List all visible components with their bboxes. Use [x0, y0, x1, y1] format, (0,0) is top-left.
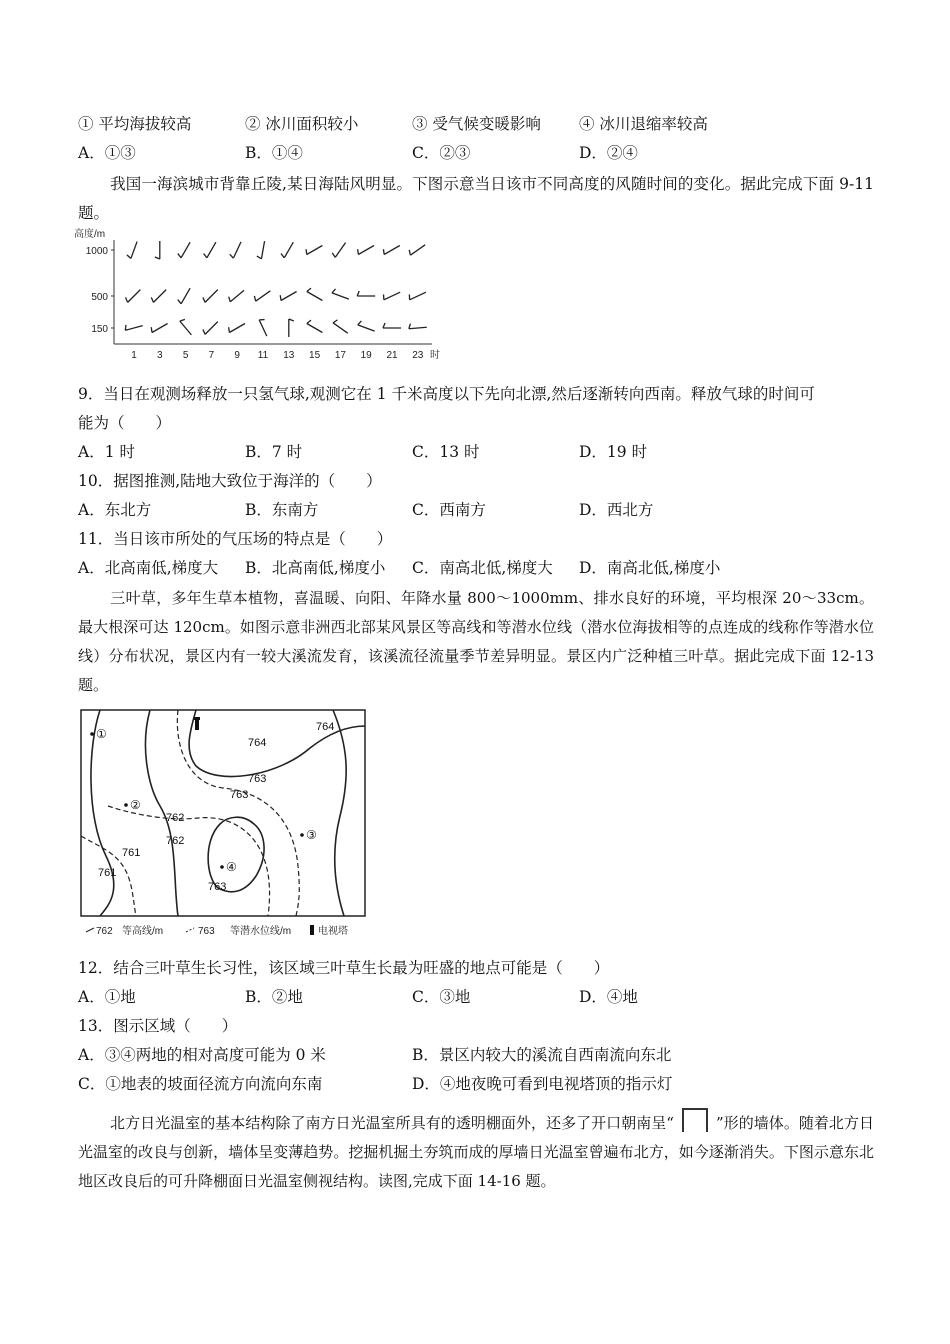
- x-tick-label: 19: [360, 350, 372, 361]
- wind-barb: [280, 292, 296, 301]
- legend-tower-label: 电视塔: [318, 926, 348, 937]
- intro-9-11: 我国一海滨城市背靠丘陵,某日海陆风明显。下图示意当日该市不同高度的风随时间的变化。据此完成下面 9-11 题。: [78, 175, 874, 222]
- option-b: B．景区内较大的溪流自西南流向东北: [412, 1046, 672, 1064]
- option-c: C．①地表的坡面径流方向流向东南: [78, 1075, 323, 1093]
- statement-3: ③ 受气候变暖影响: [412, 115, 541, 133]
- x-tick-label: 21: [386, 350, 398, 361]
- statement-1: ① 平均海拔较高: [78, 115, 192, 133]
- q11-stem: 11．当日该市所处的气压场的特点是（ ）: [78, 530, 393, 548]
- x-tick-label: 1: [131, 350, 137, 361]
- intro-14-16: 北方日光温室的基本结构除了南方日光温室所具有的透明棚面外，还多了开口朝南呈“ ”形的墙体。随着北方日光温室的改良与创新，墙体呈变薄趋势。挖掘机掘土夯筑而成的厚墙日光温室曾遍布北方，如今逐渐消失。下图示意东北地区改良后的可升降棚面日光温室侧视结构。读图,完成下面 14-16 题。: [78, 1108, 874, 1196]
- q8-answer-options: [78, 141, 878, 165]
- map-legend: [86, 924, 348, 937]
- contour-label: 763: [230, 789, 249, 801]
- wind-barb: [306, 246, 322, 255]
- wind-barb: [384, 292, 401, 300]
- option-a: A．1 时: [78, 443, 135, 461]
- contour-label: 761: [122, 847, 141, 859]
- wind-barb: [126, 290, 141, 303]
- statement-4: ④ 冰川退缩率较高: [579, 115, 708, 133]
- wind-barb: [127, 242, 137, 259]
- statement-2: ② 冰川面积较小: [245, 115, 359, 133]
- option-b: B．①④: [245, 144, 303, 162]
- option-b: B．7 时: [245, 443, 303, 461]
- wind-barb: [357, 291, 375, 296]
- q12-stem: 12．结合三叶草生长习性，该区域三叶草生长最为旺盛的地点可能是（ ）: [78, 959, 610, 977]
- y-tick-label: 500: [91, 292, 108, 303]
- y-tick-label: 1000: [85, 246, 108, 257]
- wind-barb: [307, 288, 323, 300]
- point-label: ④: [226, 860, 237, 874]
- y-ticks: [86, 246, 114, 335]
- wind-barb: [203, 290, 218, 303]
- wind-barb: [281, 242, 293, 258]
- x-tick-label: 9: [234, 350, 240, 361]
- option-c: C．西南方: [412, 501, 486, 519]
- q10-options: [78, 498, 878, 522]
- contour-label: 763: [248, 773, 267, 785]
- x-tick-label: 5: [182, 350, 189, 361]
- x-tick-label: 7: [208, 350, 215, 361]
- option-d: D．②④: [579, 144, 638, 162]
- q8-statement-options: [78, 112, 878, 136]
- wind-barb: [332, 243, 345, 258]
- wind-barb: [203, 322, 218, 335]
- option-a: A．北高南低,梯度大: [78, 559, 219, 577]
- point-dot: [220, 865, 224, 869]
- option-d: D．西北方: [579, 501, 654, 519]
- q9-options: [78, 440, 878, 464]
- q9-stem: 9．当日在观测场释放一只氢气球,观测它在 1 千米高度以下先向北漂,然后逐渐转向西南。释放气球的时间可: [78, 385, 815, 403]
- option-c: C．南高北低,梯度大: [412, 559, 553, 577]
- option-a: A．③④两地的相对高度可能为 0 米: [78, 1046, 326, 1064]
- option-c: C．13 时: [412, 443, 480, 461]
- wind-barb: [125, 325, 142, 330]
- intro-12-13: 三叶草，多年生草本植物，喜温暖、向阳、年降水量 800～1000mm、排水良好的环境，平均根深 20～33cm。最大根深可达 120cm。如图示意非洲西北部某风景区等高线和等潜水位线（潜水位海拔相等的点连成的线称作等潜水位线）分布状况，景区内有一较大溪流发育，该溪流径流量季节差异明显。景区内广泛种植三叶草。据此完成下面 12-13 题。: [78, 589, 874, 694]
- wind-barb: [151, 324, 167, 333]
- wind-barb: [229, 324, 245, 333]
- option-d: D．南高北低,梯度小: [579, 559, 721, 577]
- wind-barb: [383, 246, 399, 255]
- x-tick-label: 23: [412, 350, 424, 361]
- wind-barb: [332, 289, 349, 299]
- x-tick-label: 3: [157, 350, 163, 361]
- wind-barb: [178, 242, 190, 258]
- wind-barb: [257, 241, 265, 259]
- q13-options-row2: [78, 1072, 878, 1096]
- contour-label: 763: [208, 881, 227, 893]
- wall-shape-icon: [682, 1108, 708, 1132]
- wind-barb: [409, 292, 426, 300]
- wind-barb: [307, 320, 323, 332]
- option-c: C．②③: [412, 144, 471, 162]
- wind-barb: [289, 319, 294, 337]
- option-d: D．④地: [579, 988, 638, 1006]
- legend-water-label: 等潜水位线/m: [230, 926, 292, 937]
- option-a: A．①③: [78, 144, 136, 162]
- contour-label: 764: [248, 737, 267, 749]
- point-label: ①: [96, 727, 107, 741]
- wind-barb: [229, 290, 244, 302]
- wind-barb: [178, 288, 190, 304]
- wind-barb: [409, 245, 425, 255]
- option-a: A．①地: [78, 988, 136, 1006]
- option-d: D．④地夜晚可看到电视塔顶的指示灯: [412, 1075, 673, 1093]
- wind-barb: [259, 320, 267, 337]
- x-unit-label: 时: [430, 350, 440, 361]
- wind-barb: [358, 246, 374, 255]
- point-dot: [300, 833, 304, 837]
- wind-barb: [254, 291, 270, 301]
- y-tick-label: 150: [91, 324, 108, 335]
- legend-contour-value: 762: [96, 926, 113, 937]
- point-label: ②: [130, 798, 141, 812]
- wind-barb: [383, 323, 401, 328]
- contour-map: [78, 706, 370, 942]
- wind-barb: [204, 242, 216, 258]
- x-tick-label: 11: [257, 350, 269, 361]
- contour-label: 761: [98, 867, 117, 879]
- option-d: D．19 时: [579, 443, 648, 461]
- option-b: B．东南方: [245, 501, 319, 519]
- wind-barb: [358, 321, 375, 331]
- q9-stem-cont: 能为（ ）: [78, 414, 172, 432]
- point-dot: [124, 803, 128, 807]
- contour-label: 764: [316, 721, 335, 733]
- wind-barb: [333, 320, 348, 333]
- wind-chart: [72, 226, 452, 364]
- point-dot: [90, 732, 94, 736]
- wind-barb: [151, 290, 166, 303]
- q13-stem: 13．图示区域（ ）: [78, 1017, 238, 1035]
- x-tick-label: 17: [334, 350, 346, 361]
- contour-label: 762: [166, 835, 185, 847]
- q11-options: [78, 556, 878, 580]
- wind-barb: [230, 242, 241, 258]
- y-axis-label: 高度/m: [74, 229, 106, 240]
- contour-label: 762: [166, 812, 185, 824]
- legend-water-value: 763: [198, 926, 215, 937]
- q12-options: [78, 985, 878, 1009]
- wind-barb: [409, 324, 427, 329]
- x-tick-label: 15: [309, 350, 321, 361]
- legend-contour-label: 等高线/m: [122, 926, 164, 937]
- option-b: B．②地: [245, 988, 303, 1006]
- q10-stem: 10．据图推测,陆地大致位于海洋的（ ）: [78, 472, 382, 490]
- x-ticks: [131, 350, 424, 361]
- option-b: B．北高南低,梯度小: [245, 559, 386, 577]
- q13-options-row1: [78, 1043, 878, 1067]
- wind-barb: [180, 319, 192, 334]
- wind-barbs: [125, 241, 426, 337]
- point-label: ③: [306, 828, 317, 842]
- x-tick-label: 13: [283, 350, 295, 361]
- option-c: C．③地: [412, 988, 471, 1006]
- option-a: A．东北方: [78, 501, 152, 519]
- wind-barb: [155, 241, 160, 259]
